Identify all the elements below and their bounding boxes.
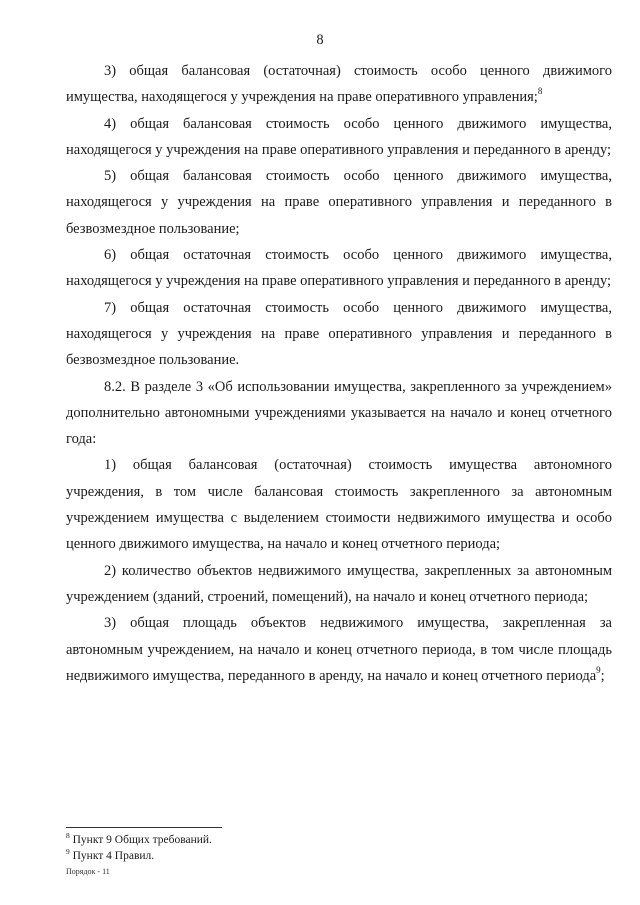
page-number: 8 (316, 32, 324, 48)
paragraph-item-5: 5) общая балансовая стоимость особо ценного движимого имущества, находящегося у учреждения на праве оперативного управления и переданного в безвозмездное пользование; (66, 168, 612, 237)
footnote-ref: 8 (537, 86, 543, 97)
paragraph-item-7: 7) общая остаточная стоимость особо ценного движимого имущества, находящегося у учреждения на праве оперативного управления и переданного в безвозмездное пользование. (66, 299, 612, 369)
footnote-divider (66, 827, 222, 828)
paragraph-subitem-1: 1) общая балансовая (остаточная) стоимость имущества автономного учреждения, в том числе балансовая стоимость закрепленного за автономным учреждением имущества с выделением стоимости недвижимого имущества и особо ценного движимого имущества, на начало и конец отчетного периода; (66, 457, 612, 553)
footnote-9: $^9$ Пункт 4 Правил. (66, 846, 155, 862)
paragraph-item-3: 3) общая балансовая (остаточная) стоимость особо ценного движимого имущества, находящегося у учреждения на праве оперативного управления;$^8$ (66, 63, 612, 106)
paragraph-subitem-3: 3) общая площадь объектов недвижимого имущества, закрепленная за автономным учреждением, на начало и конец отчетного периода, в том числе площадь недвижимого имущества, переданного в аренду, на начало и конец отчетного периода$^9$; (66, 615, 612, 684)
footnotes (66, 833, 212, 864)
body-text (66, 58, 612, 689)
document-code: Порядок - 11 (66, 867, 110, 876)
paragraph-subitem-2: 2) количество объектов недвижимого имущества, закрепленных за автономным учреждением (зданий, строений, помещений), на начало и конец отчетного периода; (66, 562, 612, 605)
footnote-ref: 9 (596, 664, 601, 675)
paragraph-item-4: 4) общая балансовая стоимость особо ценного движимого имущества, находящегося у учреждения на праве оперативного управления и переданного в аренду; (66, 115, 612, 158)
footnote-8: $^8$ Пункт 9 Общих требований. (66, 831, 212, 846)
paragraph-section-8-2: 8.2. В разделе 3 «Об использовании имущества, закрепленного за учреждением» дополнительно автономными учреждениями указывается на начало и конец отчетного года: (66, 378, 612, 448)
paragraph-item-6: 6) общая остаточная стоимость особо ценного движимого имущества, находящегося у учреждения на праве оперативного управления и переданного в аренду; (66, 247, 612, 290)
